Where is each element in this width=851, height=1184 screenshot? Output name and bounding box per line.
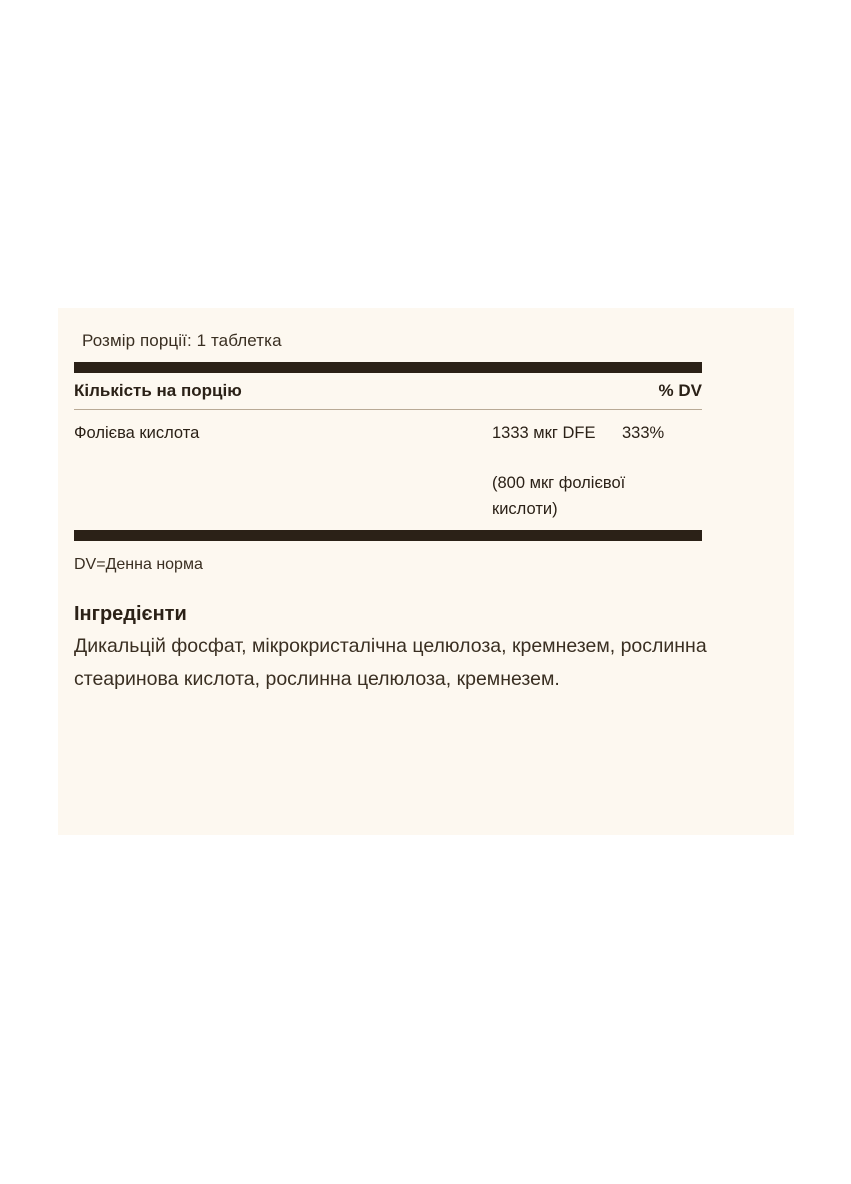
ingredients-text: Дикальцій фосфат, мікрокристалічна целюлоза, кремнезем, рослинна стеаринова кислота, рослинна целюлоза, кремнезем. — [74, 635, 707, 690]
serving-size-text: Розмір порції: 1 таблетка — [82, 331, 282, 350]
nutrient-percent-dv: 333% — [622, 424, 665, 442]
table-row — [74, 410, 702, 444]
amount-per-serving-header: Кількість на порцію — [74, 381, 242, 400]
nutrient-amount: 1333 мкг DFE — [492, 424, 596, 442]
nutrient-name: Фолієва кислота — [74, 424, 200, 442]
ingredients-title: Інгредієнти — [74, 603, 187, 625]
top-divider — [74, 362, 702, 373]
percent-dv-header: % DV — [658, 381, 702, 400]
supplement-facts-label — [74, 330, 778, 696]
table-header-row — [74, 373, 702, 409]
daily-value-footnote: DV=Денна норма — [74, 556, 203, 573]
nutrient-sub-amount: (800 мкг фолієвої кислоти) — [492, 474, 626, 518]
bottom-divider — [74, 530, 702, 541]
